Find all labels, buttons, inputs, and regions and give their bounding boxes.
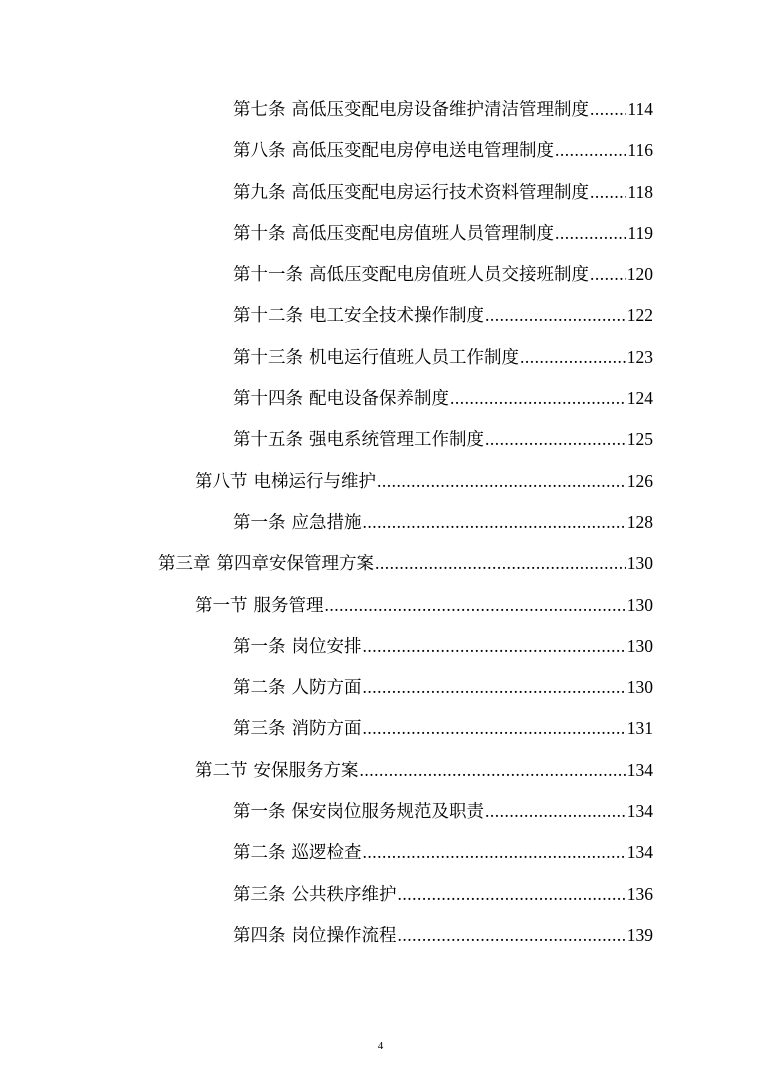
toc-dot-leader bbox=[363, 672, 626, 702]
toc-entry[interactable] bbox=[0, 713, 761, 754]
toc-entry-number: 第一条 bbox=[233, 511, 286, 532]
toc-entry-page: 123 bbox=[626, 346, 653, 367]
toc-entry-page: 125 bbox=[626, 429, 653, 450]
toc-entry-page: 114 bbox=[627, 99, 653, 119]
toc-entry-number: 第二节 bbox=[195, 759, 248, 780]
toc-dot-leader bbox=[590, 94, 626, 124]
toc-entry-number: 第二条 bbox=[233, 677, 286, 698]
toc-dot-leader bbox=[450, 383, 626, 413]
toc-entry[interactable] bbox=[0, 590, 761, 631]
toc-entry-page: 122 bbox=[626, 305, 653, 326]
toc-entry-title: 高低压变配电房停电送电管理制度 bbox=[291, 140, 554, 161]
toc-dot-leader bbox=[590, 177, 626, 207]
toc-entry-page: 134 bbox=[626, 759, 653, 780]
toc-entry-number: 第三条 bbox=[233, 718, 286, 739]
toc-entry-title: 高低压变配电房值班人员交接班制度 bbox=[309, 264, 589, 285]
toc-entry-title: 高低压变配电房值班人员管理制度 bbox=[291, 222, 554, 243]
toc-entry-title: 高低压变配电房运行技术资料管理制度 bbox=[291, 181, 589, 202]
toc-entry-number: 第九条 bbox=[233, 181, 286, 202]
toc-entry-number: 第七条 bbox=[233, 99, 286, 119]
toc-entry[interactable] bbox=[0, 879, 761, 920]
toc-entry-page: 118 bbox=[627, 181, 653, 202]
toc-entry[interactable] bbox=[0, 466, 761, 507]
toc-entry[interactable] bbox=[0, 177, 761, 218]
toc-dot-leader bbox=[363, 837, 626, 867]
toc-dot-leader bbox=[555, 135, 626, 165]
toc-entry-title: 应急措施 bbox=[291, 511, 362, 532]
toc-dot-leader bbox=[398, 879, 626, 909]
toc-entry-title: 公共秩序维护 bbox=[291, 883, 397, 904]
toc-entry[interactable] bbox=[0, 383, 761, 424]
toc-entry[interactable] bbox=[0, 796, 761, 837]
toc-dot-leader bbox=[363, 631, 626, 661]
toc-entry[interactable] bbox=[0, 424, 761, 465]
toc-entry[interactable] bbox=[0, 672, 761, 713]
toc-entry-page: 124 bbox=[626, 388, 653, 409]
toc-entry-number: 第八条 bbox=[233, 140, 286, 161]
toc-entry-number: 第十三条 bbox=[233, 346, 303, 367]
toc-entry-title: 强电系统管理工作制度 bbox=[309, 429, 484, 450]
toc-dot-leader bbox=[363, 713, 626, 743]
toc-dot-leader bbox=[590, 259, 626, 289]
toc-entry-title: 人防方面 bbox=[291, 677, 362, 698]
toc-entry-title: 电梯运行与维护 bbox=[253, 470, 376, 491]
toc-entry-number: 第三条 bbox=[233, 883, 286, 904]
toc-dot-leader bbox=[555, 218, 626, 248]
page-number: 4 bbox=[377, 1040, 384, 1052]
toc-dot-leader bbox=[375, 548, 626, 578]
toc-entry-number: 第十一条 bbox=[233, 264, 303, 285]
toc-entry-page: 126 bbox=[626, 470, 653, 491]
toc-entry-number: 第十二条 bbox=[233, 305, 303, 326]
toc-entry-title: 消防方面 bbox=[291, 718, 362, 739]
toc-dot-leader bbox=[485, 300, 626, 330]
toc-entry[interactable] bbox=[0, 755, 761, 796]
toc-dot-leader bbox=[360, 755, 626, 785]
toc-entry-page: 119 bbox=[627, 222, 653, 243]
toc-entry-page: 134 bbox=[626, 801, 653, 822]
toc-dot-leader bbox=[325, 590, 626, 620]
toc-entry-title: 高低压变配电房设备维护清洁管理制度 bbox=[291, 99, 589, 119]
toc-entry[interactable] bbox=[0, 218, 761, 259]
toc-entry-title: 巡逻检查 bbox=[291, 842, 362, 863]
toc-entry-page: 130 bbox=[626, 677, 653, 698]
toc-entry-title: 配电设备保养制度 bbox=[309, 388, 449, 409]
toc-entry-title: 电工安全技术操作制度 bbox=[309, 305, 484, 326]
toc-entry-title: 岗位安排 bbox=[291, 635, 362, 656]
toc-entry-title: 安保服务方案 bbox=[253, 759, 359, 780]
toc-entry-title: 保安岗位服务规范及职责 bbox=[291, 801, 484, 822]
toc-entry-number: 第三章 bbox=[158, 553, 211, 574]
table-of-contents bbox=[0, 94, 761, 961]
toc-entry-page: 128 bbox=[626, 511, 653, 532]
toc-entry-page: 136 bbox=[626, 883, 653, 904]
toc-dot-leader bbox=[485, 796, 626, 826]
toc-dot-leader bbox=[520, 342, 626, 372]
toc-entry-number: 第一条 bbox=[233, 635, 286, 656]
toc-entry-page: 120 bbox=[626, 264, 653, 285]
toc-entry-page: 139 bbox=[626, 924, 653, 945]
toc-entry-title: 机电运行值班人员工作制度 bbox=[309, 346, 519, 367]
toc-entry-number: 第一节 bbox=[195, 594, 248, 615]
toc-entry-page: 130 bbox=[626, 594, 653, 615]
toc-entry[interactable] bbox=[0, 837, 761, 878]
toc-entry[interactable] bbox=[0, 342, 761, 383]
toc-entry-title: 服务管理 bbox=[253, 594, 324, 615]
toc-entry[interactable] bbox=[0, 135, 761, 176]
toc-entry-number: 第四条 bbox=[233, 924, 286, 945]
toc-entry-page: 116 bbox=[627, 140, 653, 161]
toc-entry[interactable] bbox=[0, 94, 761, 135]
toc-entry[interactable] bbox=[0, 920, 761, 961]
toc-dot-leader bbox=[398, 920, 626, 950]
toc-entry-number: 第十五条 bbox=[233, 429, 303, 450]
toc-entry-number: 第十四条 bbox=[233, 388, 303, 409]
toc-entry[interactable] bbox=[0, 300, 761, 341]
toc-entry-title: 第四章安保管理方案 bbox=[216, 553, 374, 574]
toc-entry[interactable] bbox=[0, 548, 761, 589]
toc-entry-title: 岗位操作流程 bbox=[291, 924, 397, 945]
toc-entry[interactable] bbox=[0, 259, 761, 300]
toc-entry-number: 第十条 bbox=[233, 222, 286, 243]
toc-entry-number: 第一条 bbox=[233, 801, 286, 822]
toc-entry-number: 第八节 bbox=[195, 470, 248, 491]
toc-entry[interactable] bbox=[0, 631, 761, 672]
toc-entry-page: 130 bbox=[626, 635, 653, 656]
toc-dot-leader bbox=[377, 466, 626, 496]
toc-entry-number: 第二条 bbox=[233, 842, 286, 863]
toc-dot-leader bbox=[363, 507, 626, 537]
toc-entry-page: 130 bbox=[626, 553, 653, 574]
toc-entry-page: 134 bbox=[626, 842, 653, 863]
toc-entry-page: 131 bbox=[626, 718, 653, 739]
toc-dot-leader bbox=[485, 424, 626, 454]
toc-entry[interactable] bbox=[0, 507, 761, 548]
